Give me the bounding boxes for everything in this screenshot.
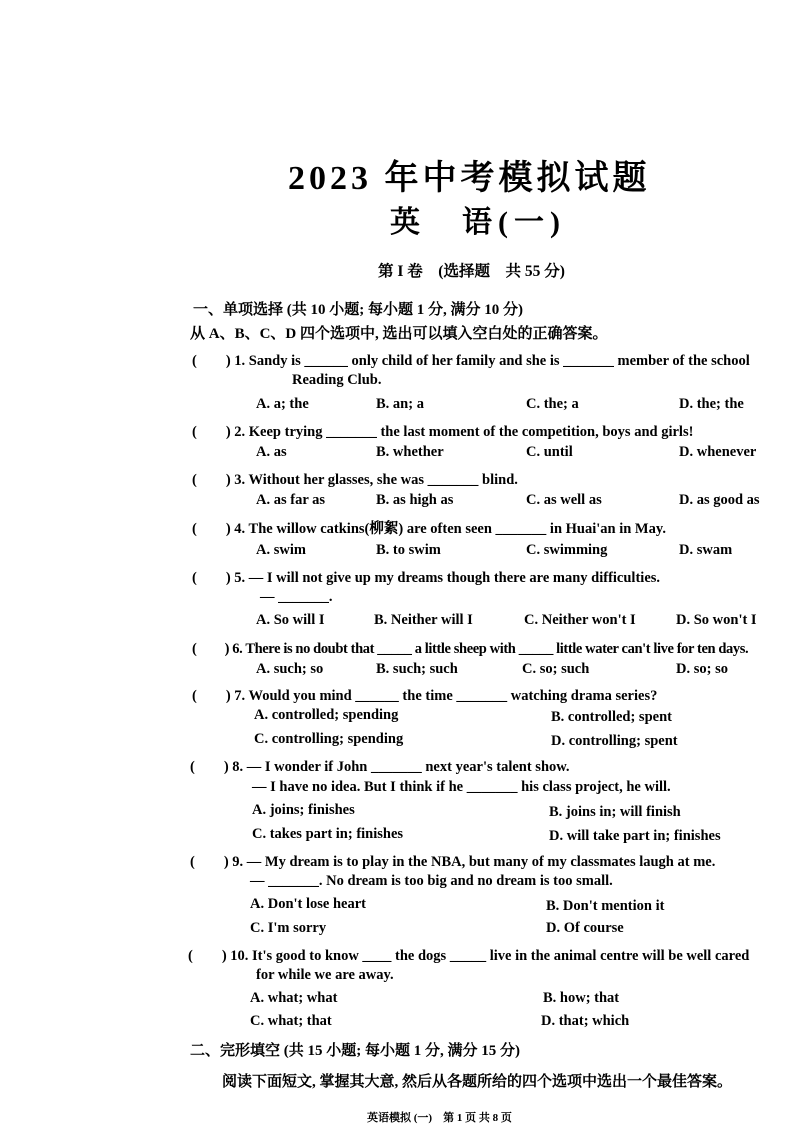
q7-option-a: A. controlled; spending xyxy=(254,707,399,723)
question-6: ( ) 6. There is no doubt that _____ a little sheep with _____ little water can't live for ten days. xyxy=(192,641,749,657)
q5-option-b: B. Neither will I xyxy=(374,612,473,628)
section-2-heading: 二、完形填空 (共 15 小题; 每小题 1 分, 满分 15 分) xyxy=(190,1043,520,1059)
question-7: ( ) 7. Would you mind ______ the time _______ watching drama series? xyxy=(192,688,658,704)
q2-option-d: D. whenever xyxy=(679,444,757,460)
q5-option-a: A. So will I xyxy=(256,612,325,628)
q9-option-a: A. Don't lose heart xyxy=(250,896,366,912)
question-5-cont: — _______. xyxy=(260,589,333,605)
q3-option-a: A. as far as xyxy=(256,492,326,508)
q6-option-c: C. so; such xyxy=(522,661,590,677)
q5-option-d: D. So won't I xyxy=(676,612,757,628)
q10-option-a: A. what; what xyxy=(250,990,338,1006)
q6-option-a: A. such; so xyxy=(256,661,324,677)
q8-option-b: B. joins in; will finish xyxy=(549,804,681,820)
q7-option-d: D. controlling; spent xyxy=(551,733,678,749)
question-10-cont: for while we are away. xyxy=(256,967,394,983)
question-1: ( ) 1. Sandy is ______ only child of her family and she is _______ member of the school xyxy=(192,353,750,369)
question-8: ( ) 8. — I wonder if John _______ next year's talent show. xyxy=(190,759,570,775)
question-1-cont: Reading Club. xyxy=(292,372,382,388)
question-9: ( ) 9. — My dream is to play in the NBA, but many of my classmates laugh at me. xyxy=(190,854,716,870)
q1-option-a: A. a; the xyxy=(256,396,309,412)
q4-option-d: D. swam xyxy=(679,542,733,558)
q5-option-c: C. Neither won't I xyxy=(524,612,636,628)
question-10: ( ) 10. It's good to know ____ the dogs _____ live in the animal centre will be well cared xyxy=(188,948,750,964)
q2-option-a: A. as xyxy=(256,444,287,460)
q9-option-d: D. Of course xyxy=(546,920,624,936)
question-2: ( ) 2. Keep trying _______ the last moment of the competition, boys and girls! xyxy=(192,424,694,440)
question-8-cont: — I have no idea. But I think if he _______ his class project, he will. xyxy=(252,779,671,795)
section-instruction: 从 A、B、C、D 四个选项中, 选出可以填入空白处的正确答案。 xyxy=(190,326,608,342)
page-footer: 英语模拟 (一) 第 1 页 共 8 页 xyxy=(367,1112,512,1124)
q3-option-c: C. as well as xyxy=(526,492,602,508)
q8-option-a: A. joins; finishes xyxy=(252,802,355,818)
question-9-cont: — _______. No dream is too big and no dream is too small. xyxy=(250,873,613,889)
q1-option-c: C. the; a xyxy=(526,396,579,412)
q10-option-b: B. how; that xyxy=(543,990,620,1006)
exam-subtitle: 英 语(一) xyxy=(390,206,566,239)
q10-option-c: C. what; that xyxy=(250,1013,332,1029)
q10-option-d: D. that; which xyxy=(541,1013,630,1029)
q4-option-a: A. swim xyxy=(256,542,306,558)
section-heading: 一、单项选择 (共 10 小题; 每小题 1 分, 满分 10 分) xyxy=(193,302,523,318)
q2-option-c: C. until xyxy=(526,444,573,460)
part-heading: 第 I 卷 (选择题 共 55 分) xyxy=(378,263,565,280)
q9-option-c: C. I'm sorry xyxy=(250,920,327,936)
question-3: ( ) 3. Without her glasses, she was _______ blind. xyxy=(192,472,518,488)
q4-option-c: C. swimming xyxy=(526,542,608,558)
q7-option-b: B. controlled; spent xyxy=(551,709,672,725)
q6-option-b: B. such; such xyxy=(376,661,458,677)
q6-option-d: D. so; so xyxy=(676,661,728,677)
q8-option-d: D. will take part in; finishes xyxy=(549,828,721,844)
q7-option-c: C. controlling; spending xyxy=(254,731,404,747)
q9-option-b: B. Don't mention it xyxy=(546,898,665,914)
exam-title: 2023 年中考模拟试题 xyxy=(288,160,651,197)
question-5: ( ) 5. — I will not give up my dreams though there are many difficulties. xyxy=(192,570,661,586)
section-2-instruction: 阅读下面短文, 掌握其大意, 然后从各题所给的四个选项中选出一个最佳答案。 xyxy=(222,1074,733,1090)
q1-option-d: D. the; the xyxy=(679,396,744,412)
q4-option-b: B. to swim xyxy=(376,542,441,558)
q1-option-b: B. an; a xyxy=(376,396,424,412)
q3-option-d: D. as good as xyxy=(679,492,760,508)
q2-option-b: B. whether xyxy=(376,444,444,460)
question-4: ( ) 4. The willow catkins(柳絮) are often seen _______ in Huai'an in May. xyxy=(192,521,666,537)
q8-option-c: C. takes part in; finishes xyxy=(252,826,404,842)
q3-option-b: B. as high as xyxy=(376,492,454,508)
